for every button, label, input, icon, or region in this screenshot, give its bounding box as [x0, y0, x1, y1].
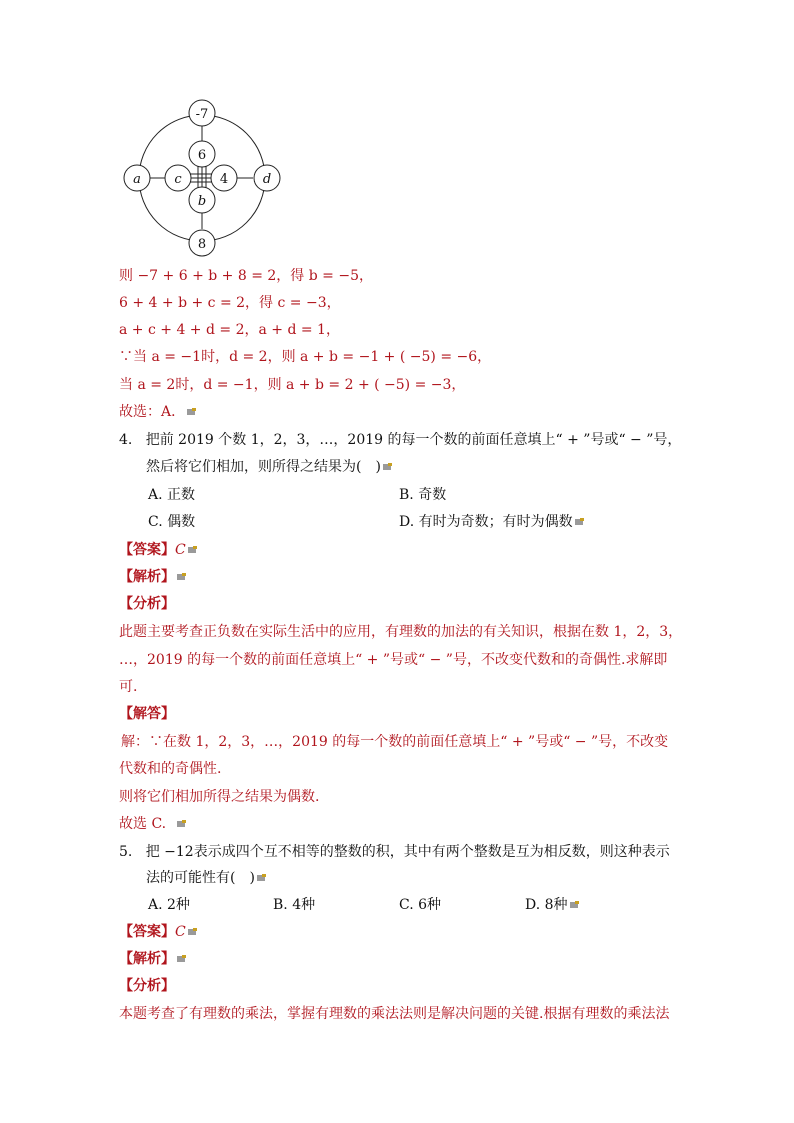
q4-jiexi [119, 567, 187, 587]
answer-value: C [175, 542, 186, 558]
q4-option-b: B. 奇数 [399, 487, 447, 503]
node-inner-top-label: 6 [197, 148, 207, 163]
node-inner-right-label: 4 [219, 172, 229, 187]
q5-answer [119, 922, 198, 942]
solution-line: ∵当 a = −1时，d = 2，则 a + b = −1 + ( −5) = −6， [119, 349, 492, 365]
q5-number: 5. [119, 844, 133, 860]
q4-option-d [399, 512, 585, 532]
q4-stem-cont [146, 457, 393, 477]
q4-option-a: A. 正数 [148, 487, 196, 503]
node-left-label: a [133, 172, 141, 187]
pen-mark-icon [176, 568, 187, 577]
pen-mark-icon [256, 869, 267, 878]
solution-line: 6 + 4 + b + c = 2，得 c = −3， [119, 295, 341, 311]
q5-option-d-text: D. 8种 [525, 897, 568, 913]
q4-text-line1: 把前 2019 个数 1，2，3，…，2019 的每一个数的前面任意填上“ + ”号或“ − ”号， [145, 432, 682, 448]
node-bottom-label: 8 [197, 237, 207, 252]
q5-option-d [525, 895, 580, 915]
fenxi-label: 【分析】 [119, 978, 175, 994]
jieda-line: 则将它们相加所得之结果为偶数. [119, 789, 320, 805]
q5-stem-cont [146, 868, 267, 888]
node-top-label: -7 [195, 107, 209, 122]
jieda-line: 解：∵在数 1，2，3，…，2019 的每一个数的前面任意填上“ + ”号或“ − ”号，不改变 [121, 734, 669, 750]
q5-text-line1: 把 −12表示成四个互不相等的整数的积，其中有两个整数是互为相反数，则这种表示 [145, 844, 670, 860]
fenxi-line: 本题考查了有理数的乘法，掌握有理数的乘法法则是解决问题的关键.根据有理数的乘法法 [119, 1006, 670, 1022]
answer-label: 【答案】 [119, 924, 175, 940]
fenxi-label: 【分析】 [119, 596, 175, 612]
fenxi-line: 此题主要考查正负数在实际生活中的应用，有理数的加法的有关知识，根据在数 1，2，3， [119, 624, 683, 640]
q5-option-c: C. 6种 [399, 897, 442, 913]
pen-mark-icon [176, 815, 187, 824]
pen-mark-icon [187, 541, 198, 550]
jiexi-label: 【解析】 [119, 951, 175, 967]
solution-line: 当 a = 2时，d = −1，则 a + b = 2 + ( −5) = −3， [119, 377, 466, 393]
solution-line: a + c + 4 + d = 2，a + d = 1， [119, 322, 340, 338]
pen-mark-icon [569, 896, 580, 905]
pen-mark-icon [186, 403, 197, 412]
q5-jiexi [119, 949, 187, 969]
q4-answer [119, 540, 198, 560]
pen-mark-icon [176, 950, 187, 959]
q4-stem [119, 430, 681, 450]
q4-option-d-text: D. 有时为奇数；有时为偶数 [399, 514, 573, 530]
jieda-final: 故选 C. [119, 816, 167, 832]
answer-label: 【答案】 [119, 542, 175, 558]
fenxi-line: …，2019 的每一个数的前面任意填上“ + ”号或“ − ”号，不改变代数和的奇偶性.求解即 [119, 652, 668, 668]
jieda-line [119, 814, 187, 834]
q5-stem [119, 842, 670, 862]
jieda-line: 代数和的奇偶性. [119, 761, 222, 777]
jieda-label: 【解答】 [119, 706, 175, 722]
q5-option-a: A. 2种 [148, 897, 190, 913]
node-inner-left-label: c [174, 172, 182, 187]
solution-line [119, 402, 197, 422]
q5-option-b: B. 4种 [273, 897, 316, 913]
q4-text-line2: 然后将它们相加，则所得之结果为( ) [146, 459, 381, 475]
solution-line: 则 −7 + 6 + b + 8 = 2，得 b = −5， [119, 268, 373, 284]
q4-number: 4. [119, 432, 133, 448]
choice-text: 故选：A． [119, 404, 186, 420]
circle-diagram [122, 98, 302, 258]
node-right-label: d [262, 172, 272, 187]
q4-option-c: C. 偶数 [148, 514, 196, 530]
q5-text-line2: 法的可能性有( ) [146, 870, 255, 886]
pen-mark-icon [187, 923, 198, 932]
fenxi-line: 可. [119, 679, 138, 695]
jiexi-label: 【解析】 [119, 569, 175, 585]
node-inner-bottom-label: b [197, 194, 207, 209]
pen-mark-icon [382, 458, 393, 467]
answer-value: C [175, 924, 186, 940]
pen-mark-icon [574, 513, 585, 522]
